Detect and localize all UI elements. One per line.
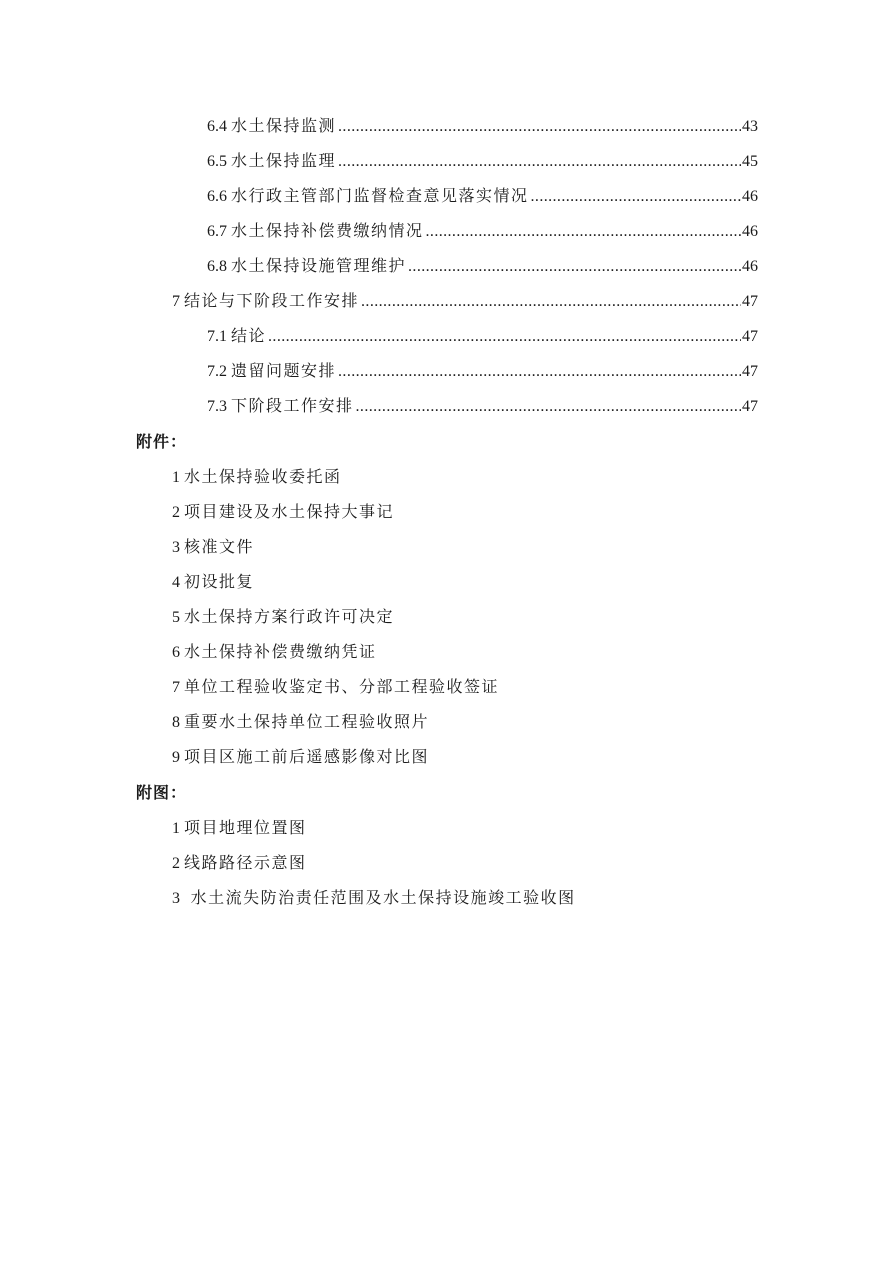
toc-entry-label: 6.7 水土保持补偿费缴纳情况 [207,221,424,240]
toc-page-number: 47 [742,293,758,310]
toc-entry-6-7[interactable] [207,221,758,241]
figure-item: 1 项目地理位置图 [172,818,307,837]
toc-leader-dots [361,292,741,312]
attachment-item: 8 重要水土保持单位工程验收照片 [172,712,430,731]
toc-page-number: 47 [742,398,758,415]
toc-leader-dots [338,362,741,382]
toc-page-number: 47 [742,328,758,345]
attachment-item: 6 水土保持补偿费缴纳凭证 [172,642,377,661]
toc-entry-label: 7.1 结论 [207,326,267,345]
attachment-item: 7 单位工程验收鉴定书、分部工程验收签证 [172,677,500,696]
toc-entry-7[interactable] [172,291,758,311]
attachment-item: 3 核准文件 [172,537,255,556]
attachment-item: 1 水土保持验收委托函 [172,467,342,486]
toc-leader-dots [338,117,741,137]
figures-heading: 附图： [136,783,188,802]
toc-entry-7-3[interactable] [207,396,758,416]
attachment-item: 2 项目建设及水土保持大事记 [172,502,395,521]
attachment-item: 9 项目区施工前后遥感影像对比图 [172,747,430,766]
attachment-item: 4 初设批复 [172,572,255,591]
attachment-item: 5 水土保持方案行政许可决定 [172,607,395,626]
toc-leader-dots [408,257,741,277]
toc-leader-dots [268,327,741,347]
toc-entry-6-6[interactable] [207,186,758,206]
toc-leader-dots [356,397,741,417]
toc-entry-label: 6.8 水土保持设施管理维护 [207,256,407,275]
figure-item: 3 水土流失防治责任范围及水土保持设施竣工验收图 [172,888,576,907]
toc-leader-dots [338,152,741,172]
toc-entry-label: 7 结论与下阶段工作安排 [172,291,360,310]
toc-entry-label: 7.3 下阶段工作安排 [207,396,354,415]
toc-leader-dots [531,187,741,207]
toc-page-number: 47 [742,363,758,380]
figure-item: 2 线路路径示意图 [172,853,307,872]
toc-entry-6-5[interactable] [207,151,758,171]
toc-page-number: 43 [742,118,758,135]
toc-page-number: 46 [742,258,758,275]
toc-page-number: 46 [742,188,758,205]
attachments-heading: 附件： [136,432,188,451]
toc-leader-dots [426,222,741,242]
toc-page-number: 45 [742,153,758,170]
toc-entry-7-2[interactable] [207,361,758,381]
toc-entry-label: 6.6 水行政主管部门监督检查意见落实情况 [207,186,529,205]
toc-entry-label: 6.4 水土保持监测 [207,116,337,135]
toc-entry-label: 6.5 水土保持监理 [207,151,337,170]
toc-entry-6-8[interactable] [207,256,758,276]
toc-entry-6-4[interactable] [207,116,758,136]
toc-entry-7-1[interactable] [207,326,758,346]
toc-entry-label: 7.2 遗留问题安排 [207,361,337,380]
toc-page-number: 46 [742,223,758,240]
